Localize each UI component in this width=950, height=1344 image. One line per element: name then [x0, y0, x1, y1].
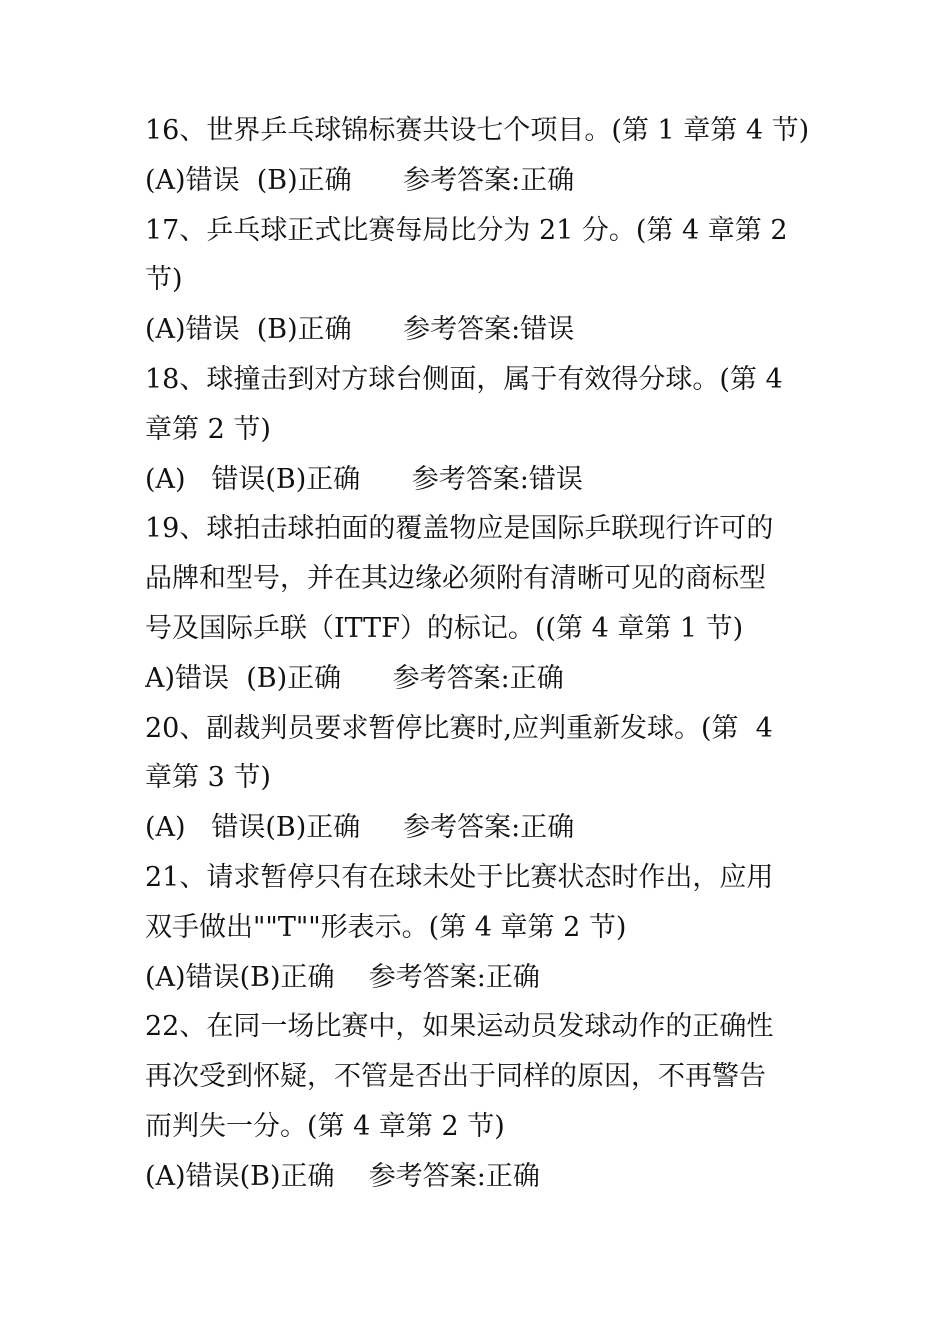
question-18-answer: (A) 错误(B)正确 参考答案:错误: [145, 463, 583, 495]
question-16-answer: (A)错误 (B)正确 参考答案:正确: [145, 164, 575, 196]
question-22-line-3: 而判失一分。(第 4 章第 2 节): [145, 1110, 505, 1142]
question-17-line-1: 17、乒乓球正式比赛每局比分为 21 分。(第 4 章第 2: [145, 214, 788, 246]
question-20-line-1: 20、副裁判员要求暂停比赛时,应判重新发球。(第 4: [145, 712, 773, 744]
question-20-line-2: 章第 3 节): [145, 762, 271, 794]
question-22-answer: (A)错误(B)正确 参考答案:正确: [145, 1160, 540, 1192]
question-17-answer: (A)错误 (B)正确 参考答案:错误: [145, 314, 575, 346]
question-19-line-2: 品牌和型号，并在其边缘必须附有清晰可见的商标型: [145, 563, 766, 595]
question-18-line-1: 18、球撞击到对方球台侧面，属于有效得分球。(第 4: [145, 363, 783, 395]
question-18-line-2: 章第 2 节): [145, 413, 271, 445]
question-19-line-1: 19、球拍击球拍面的覆盖物应是国际乒联现行许可的: [145, 513, 774, 545]
question-19-answer: A)错误 (B)正确 参考答案:正确: [145, 662, 564, 694]
question-21-answer: (A)错误(B)正确 参考答案:正确: [145, 961, 540, 993]
question-16-line-1: 16、世界乒乓球锦标赛共设七个项目。(第 1 章第 4 节): [145, 115, 809, 146]
document-page: [145, 106, 809, 1202]
question-21-line-1: 21、请求暂停只有在球未处于比赛状态时作出，应用: [145, 861, 774, 893]
question-17-line-2: 节): [145, 264, 183, 296]
question-19-line-3: 号及国际乒联（ITTF）的标记。((第 4 章第 1 节): [145, 612, 744, 644]
question-21-line-2: 双手做出""T""形表示。(第 4 章第 2 节): [145, 911, 627, 943]
question-22-line-1: 22、在同一场比赛中，如果运动员发球动作的正确性: [145, 1011, 774, 1043]
question-20-answer: (A) 错误(B)正确 参考答案:正确: [145, 812, 575, 844]
question-22-line-2: 再次受到怀疑，不管是否出于同样的原因，不再警告: [145, 1061, 766, 1093]
